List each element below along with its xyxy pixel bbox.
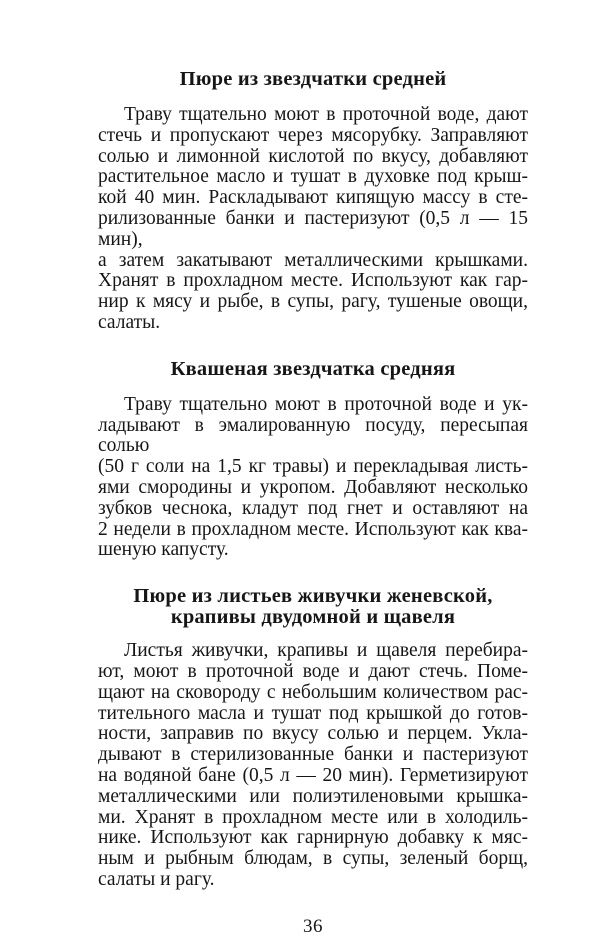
text-line: Пюре из звездчатки средней <box>179 68 447 90</box>
text-line: ладывают в эмалированную посуду, пересыпая солью <box>98 414 528 457</box>
text-line: ми. Хранят в прохладном месте или в холодиль- <box>98 806 528 828</box>
text-line: салаты. <box>98 311 161 333</box>
text-line: зубков чеснока, кладут под гнет и оставляют на <box>98 497 528 519</box>
text-line: щают на сковороду с небольшим количеством рас- <box>98 681 528 703</box>
text-line: тительного масла и тушат под крышкой до готов- <box>98 702 528 724</box>
text-line: Хранят в прохладном месте. Используют как гар- <box>98 270 528 292</box>
text-line: рилизованные банки и пастеризуют (0,5 л — 15 мин), <box>98 207 528 250</box>
text-line: Листья живучки, крапивы и щавеля перебира- <box>124 640 528 662</box>
section-paragraph <box>98 395 528 561</box>
text-line: Траву тщательно моют в проточной воде, дают <box>124 104 528 125</box>
section-paragraph <box>98 641 528 891</box>
text-line: дывают в стерилизованные банки и пастеризуют <box>98 744 528 766</box>
text-line: 2 недели в прохладном месте. Используют как ква- <box>98 518 528 540</box>
text-line: солью и лимонной кислотой по вкусу, добавляют <box>98 145 528 167</box>
text-line: растительное масло и тушат в духовке под крыш- <box>98 166 528 188</box>
section-paragraph <box>98 105 528 334</box>
text-line: Квашеная звездчатка средняя <box>170 357 456 380</box>
text-line: (50 г соли на 1,5 кг травы) и перекладывая листь- <box>98 456 528 478</box>
text-line: салаты и рагу. <box>98 868 215 890</box>
text-line: Траву тщательно моют в проточной воде и ук- <box>124 393 528 415</box>
text-line: на водяной бане (0,5 л — 20 мин). Герметизируют <box>98 764 528 786</box>
text-line: ями смородины и укропом. Добавляют несколько <box>98 476 528 498</box>
recipe-section-stellaria-puree <box>98 69 528 334</box>
recipe-section-leaves-puree <box>98 586 528 891</box>
text-line: ности, заправив по вкусу солью и перцем. Укла- <box>98 723 528 745</box>
section-heading <box>98 69 528 90</box>
text-line: Пюре из листьев живучки женевской, <box>133 585 493 608</box>
section-heading <box>98 586 528 628</box>
section-heading <box>98 359 528 380</box>
recipe-section-stellaria-sauerkraut <box>98 359 528 561</box>
text-line: крапивы двудомной и щавеля <box>170 606 456 629</box>
text-line: стечь и пропускают через мясорубку. Заправляют <box>98 124 528 146</box>
text-line: кой 40 мин. Раскладывают кипящую массу в сте- <box>98 187 528 209</box>
text-line: ют, моют в проточной воде и дают стечь. Поме- <box>98 660 528 682</box>
text-line: металлическими или полиэтиленовыми крышка- <box>98 785 528 807</box>
text-line: ным и рыбным блюдам, в супы, зеленый борщ, <box>98 848 528 870</box>
page-number: 36 <box>303 915 323 937</box>
text-line: шеную капусту. <box>98 539 229 561</box>
text-line: а затем закатывают металлическими крышками. <box>98 249 528 271</box>
text-line: нир к мясу и рыбе, в супы, рагу, тушеные овощи, <box>98 291 528 313</box>
text-line: нике. Используют как гарнирную добавку к мяс- <box>98 827 528 849</box>
